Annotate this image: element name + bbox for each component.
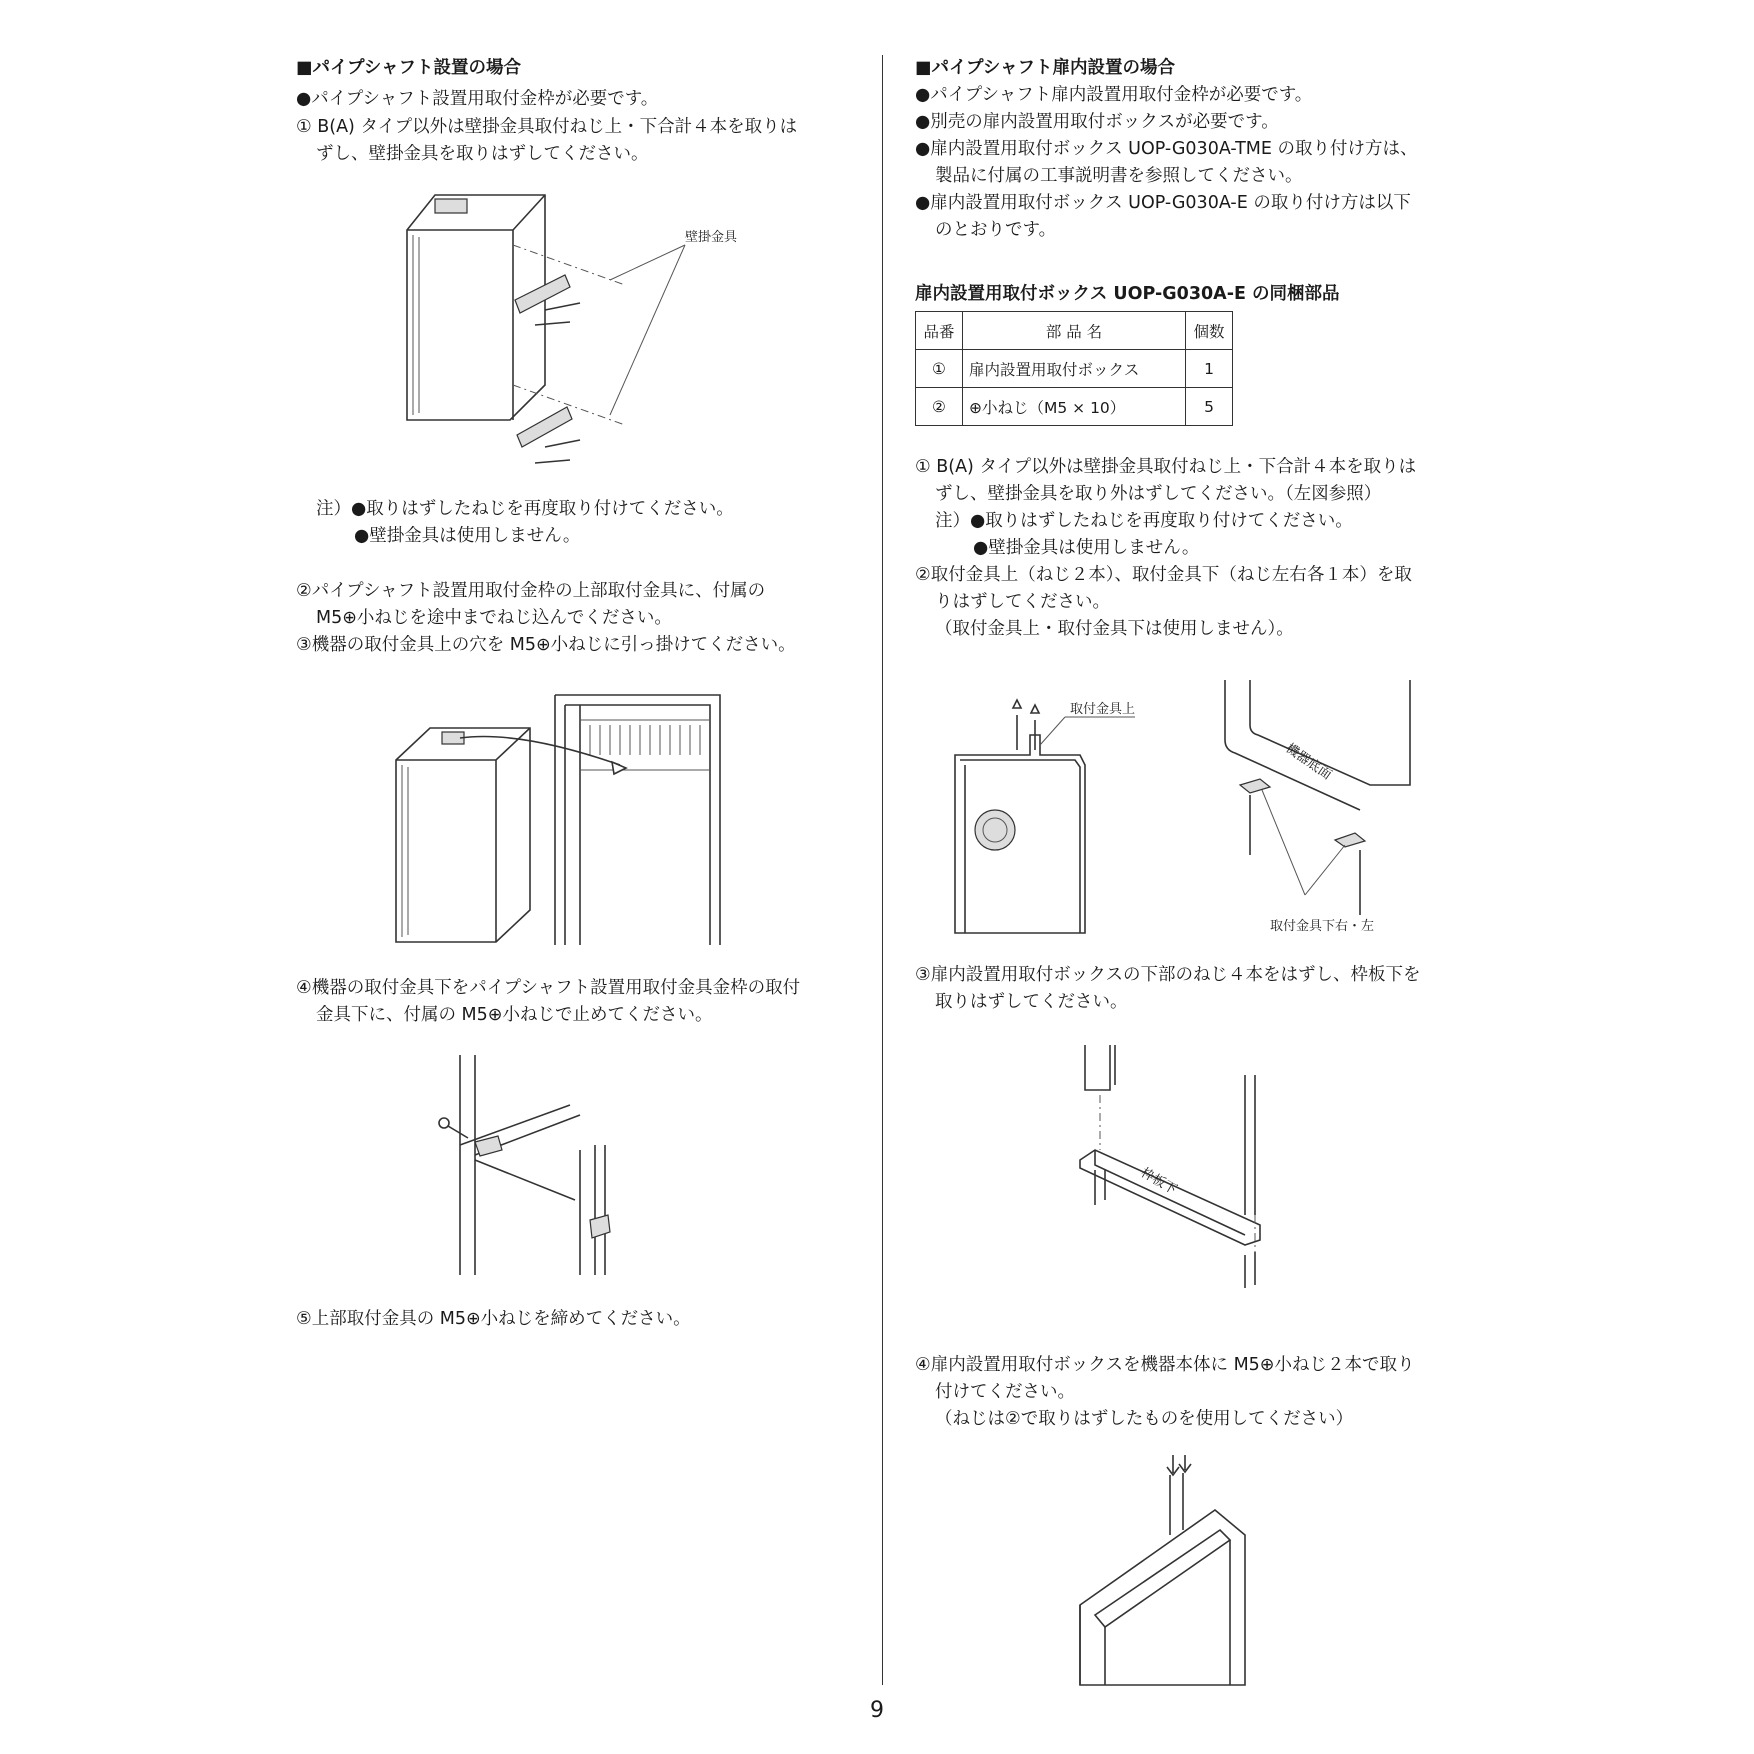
left-bullet-1: ●パイプシャフト設置用取付金枠が必要です。: [296, 89, 659, 109]
parts-table-cell: 1: [1186, 350, 1233, 388]
wall-bracket-removal-figure: [395, 185, 738, 485]
top-bracket-removal-figure: [950, 675, 1160, 935]
parts-table-header-cell: 個数: [1186, 312, 1233, 350]
left-step-5: ⑤上部取付金具の M5⊕小ねじを締めてください。: [296, 1309, 691, 1329]
right-bullet-4-line-2: のとおりです。: [935, 220, 1057, 240]
pipe-shaft-hanging-figure: [390, 680, 730, 950]
column-divider: [882, 55, 883, 1685]
left-step-4-line-2: 金具下に、付属の M5⊕小ねじで止めてください。: [316, 1005, 713, 1025]
parts-table-cell: ②: [916, 388, 963, 426]
left-step-1-line-1: ① B(A) タイプ以外は壁掛金具取付ねじ上・下合計４本を取りは: [296, 117, 798, 137]
top-bracket-label: 取付金具上: [1070, 702, 1136, 717]
left-step-2-line-2: M5⊕小ねじを途中までねじ込んでください。: [316, 608, 672, 628]
left-step-3: ③機器の取付金具上の穴を M5⊕小ねじに引っ掛けてください。: [296, 635, 796, 655]
right-step-1-line-1: ① B(A) タイプ以外は壁掛金具取付ねじ上・下合計４本を取りは: [915, 457, 1417, 477]
right-step-3-line-1: ③扉内設置用取付ボックスの下部のねじ４本をはずし、枠板下を: [915, 965, 1421, 985]
page-number: 9: [870, 1698, 884, 1723]
left-note-1: 注）●取りはずしたねじを再度取り付けてください。: [316, 499, 734, 519]
box-attachment-figure: [1075, 1455, 1295, 1685]
right-step-4-line-2: 付けてください。: [935, 1382, 1075, 1402]
parts-table-header-cell: 品番: [916, 312, 963, 350]
left-step-4-line-1: ④機器の取付金具下をパイプシャフト設置用取付金具金枠の取付: [296, 978, 801, 998]
bottom-bracket-removal-figure: [1210, 675, 1430, 935]
left-step-2-line-1: ②パイプシャフト設置用取付金枠の上部取付金具に、付属の: [296, 581, 766, 601]
bottom-brackets-label: 取付金具下右・左: [1270, 919, 1375, 934]
parts-table: [915, 311, 1233, 426]
right-note-2: ●壁掛金具は使用しません。: [973, 538, 1200, 558]
bottom-bracket-fastening-figure: [430, 1050, 650, 1280]
table-row: [916, 350, 1233, 388]
right-step-3-line-2: 取りはずしてください。: [935, 992, 1128, 1012]
parts-table-cell: ⊕小ねじ（M5 × 10）: [963, 388, 1186, 426]
right-bullet-3-line-1: ●扉内設置用取付ボックス UOP-G030A-TME の取り付け方は、: [915, 139, 1418, 159]
right-bullet-2: ●別売の扉内設置用取付ボックスが必要です。: [915, 112, 1279, 132]
parts-table-header-cell: 部 品 名: [963, 312, 1186, 350]
left-heading: ■パイプシャフト設置の場合: [296, 58, 521, 78]
right-step-4-line-1: ④扉内設置用取付ボックスを機器本体に M5⊕小ねじ２本で取り: [915, 1355, 1415, 1375]
right-step-4-line-3: （ねじは②で取りはずしたものを使用してください）: [935, 1409, 1354, 1429]
right-bullet-1: ●パイプシャフト扉内設置用取付金枠が必要です。: [915, 85, 1313, 105]
table-row: [916, 388, 1233, 426]
parts-table-header-row: [916, 312, 1233, 350]
right-note-1: 注）●取りはずしたねじを再度取り付けてください。: [935, 511, 1353, 531]
parts-table-cell: 5: [1186, 388, 1233, 426]
parts-table-cell: ①: [916, 350, 963, 388]
unit-bottom-label: 機器底面: [1282, 740, 1334, 784]
frame-plate-label: 枠板下: [1138, 1165, 1180, 1198]
right-heading: ■パイプシャフト扉内設置の場合: [915, 58, 1175, 78]
left-note-2: ●壁掛金具は使用しません。: [354, 526, 581, 546]
wall-bracket-label: 壁掛金具: [685, 230, 738, 245]
frame-plate-removal-figure: [1075, 1040, 1275, 1300]
left-step-1-line-2: ずし、壁掛金具を取りはずしてください。: [316, 144, 649, 164]
right-step-2-line-1: ②取付金具上（ねじ２本）、取付金具下（ねじ左右各１本）を取: [915, 565, 1412, 585]
parts-table-cell: 扉内設置用取付ボックス: [963, 350, 1186, 388]
right-step-2-line-3: （取付金具上・取付金具下は使用しません）。: [935, 619, 1294, 639]
parts-table-title: 扉内設置用取付ボックス UOP-G030A-E の同梱部品: [915, 284, 1340, 304]
right-bullet-4-line-1: ●扉内設置用取付ボックス UOP-G030A-E の取り付け方は以下: [915, 193, 1411, 213]
right-step-1-line-2: ずし、壁掛金具を取り外はずしてください。（左図参照）: [935, 484, 1382, 504]
right-step-2-line-2: りはずしてください。: [935, 592, 1110, 612]
right-bullet-3-line-2: 製品に付属の工事説明書を参照してください。: [935, 166, 1303, 186]
